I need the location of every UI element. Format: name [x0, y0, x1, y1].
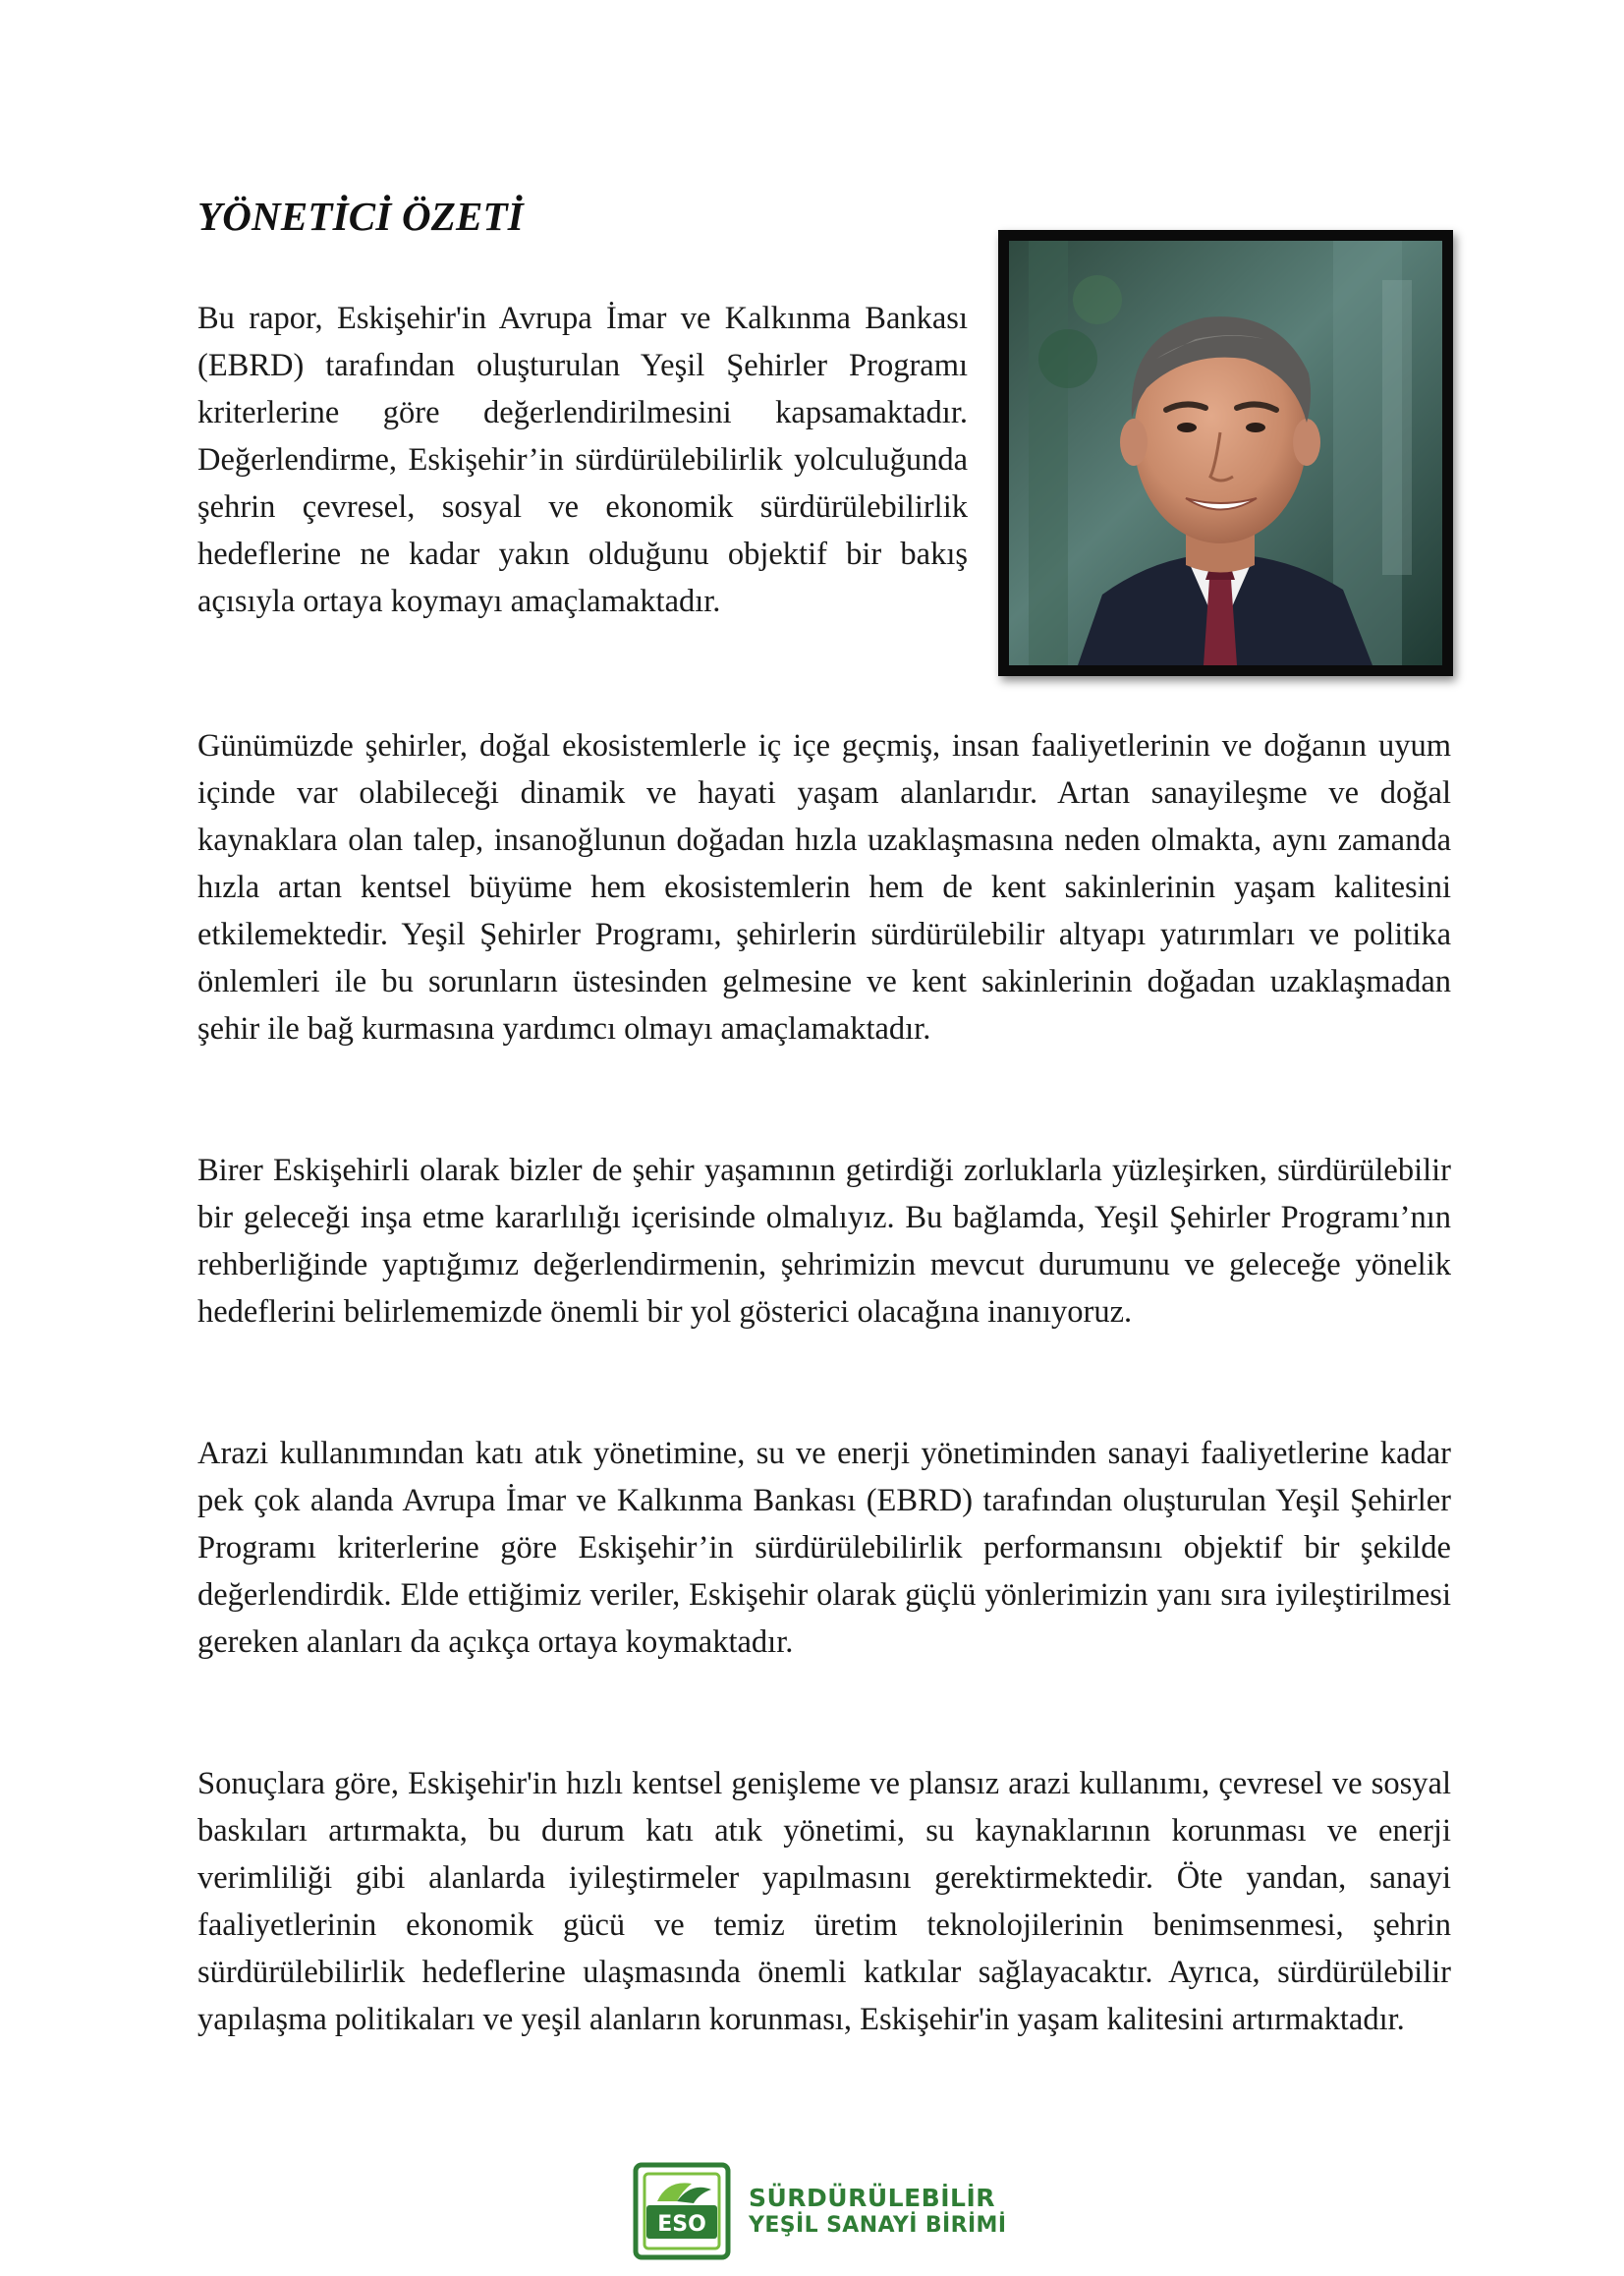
- paragraph-results: Sonuçlara göre, Eskişehir'in hızlı kentsel genişleme ve plansız arazi kullanımı, çevresel ve sosyal baskıları artırmakta, bu durum katı atık yönetimi, su kaynaklarının korunması ve enerji verimliliği gibi alanlarda iyileştirmeler yapılmasını gerektirmektedir. Öte yandan, sanayi faaliyetlerinin ekonomik gücü ve temiz üretim teknolojilerinin benimsenmesi, şehrin sürdürülebilirlik hedeflerine ulaşmasında önemli katkılar sağlayacaktır. Ayrıca, sürdürülebilir yapılaşma politikaları ve yeşil alanların korunması, Eskişehir'in yaşam kalitesini artırmaktadır.: [197, 1766, 1451, 2037]
- paragraph-cities: Günümüzde şehirler, doğal ekosistemlerle iç içe geçmiş, insan faaliyetlerinin ve doğanın uyum içinde var olabileceği dinamik ve hayati yaşam alanlarıdır. Artan sanayileşme ve doğal kaynaklara olan talep, insanoğlunun doğadan hızla uzaklaşmasına neden olmakta, aynı zamanda hızla artan kentsel büyüme hem ekosistemlerin hem de kent sakinlerinin yaşam kalitesini etkilemektedir. Yeşil Şehirler Programı, şehirlerin sürdürülebilir altyapı yatırımları ve politika önlemleri ile bu sorunların üstesinden gelmesine ve kent sakinlerinin doğadan uzaklaşmadan şehir ile bağ kurmasına yardımcı olmayı amaçlamaktadır.: [197, 728, 1451, 1047]
- eso-logo-icon: [633, 2162, 731, 2260]
- page-title: YÖNETİCİ ÖZETİ: [197, 194, 524, 239]
- logo-line-1: SÜRDÜRÜLEBİLİR: [749, 2184, 996, 2212]
- paragraph-eskisehirli: Birer Eskişehirli olarak bizler de şehir yaşamının getirdiği zorluklarla yüzleşirken, sürdürülebilir bir geleceği inşa etme kararlılığı içerisinde olmalıyız. Bu bağlamda, Yeşil Şehirler Programı’nın rehberliğinde yaptığımız değerlendirmenin, şehrimizin mevcut durumunu ve geleceğe yönelik hedeflerini belirlememizde önemli bir yol gösterici olacağına inanıyoruz.: [197, 1153, 1451, 1330]
- paragraph-assessment: Arazi kullanımından katı atık yönetimine, su ve enerji yönetiminden sanayi faaliyetlerine kadar pek çok alanda Avrupa İmar ve Kalkınma Bankası (EBRD) tarafından oluşturulan Yeşil Şehirler Programı kriterlerine göre Eskişehir’in sürdürülebilirlik performansını objektif bir şekilde değerlendirdik. Elde ettiğimiz veriler, Eskişehir olarak güçlü yönlerimizin yanı sıra iyileştirilmesi gereken alanları da açıkça ortaya koymaktadır.: [197, 1436, 1451, 1660]
- paragraph-intro: Bu rapor, Eskişehir'in Avrupa İmar ve Kalkınma Bankası (EBRD) tarafından oluşturulan Yeşil Şehirler Programı kriterlerine göre değerlendirilmesini kapsamaktadır. Değerlendirme, Eskişehir’in sürdürülebilirlik yolculuğunda şehrin çevresel, sosyal ve ekonomik sürdürülebilirlik hedeflerine ne kadar yakın olduğunu objektif bir bakış açısıyla ortaya koymayı amaçlamaktadır.: [197, 301, 968, 619]
- footer-logo: [633, 2162, 1007, 2260]
- portrait-photo: [998, 230, 1453, 676]
- logo-line-2: YEŞİL SANAYİ BİRİMİ: [749, 2213, 1007, 2238]
- logo-mark-text: ESO: [657, 2212, 706, 2237]
